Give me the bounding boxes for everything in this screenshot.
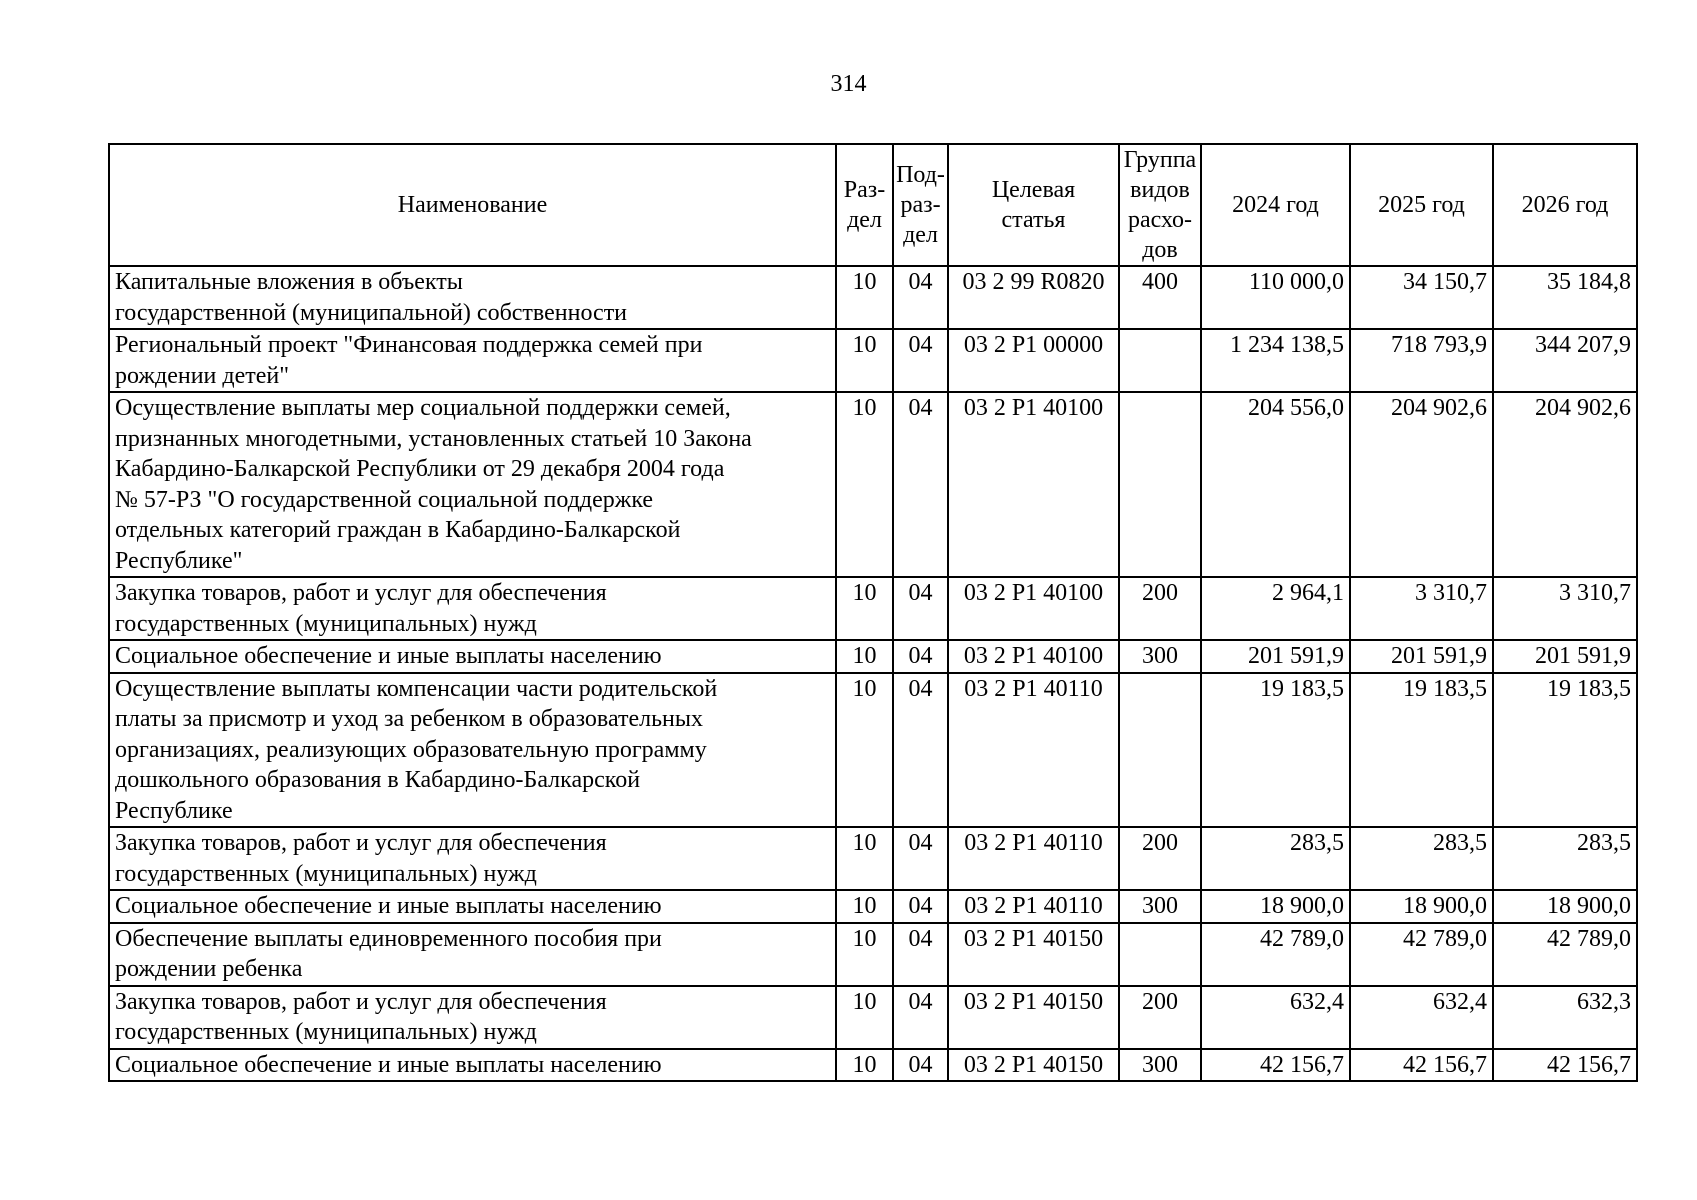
cell-celevaya-statya: 03 2 P1 40110 (948, 890, 1119, 923)
cell-podrazdel: 04 (893, 890, 948, 923)
cell-amount-2025: 3 310,7 (1350, 577, 1493, 640)
cell-name-line: дошкольного образования в Кабардино-Балкарской (115, 767, 641, 793)
cell-amount-2026: 204 902,6 (1493, 392, 1637, 577)
cell-celevaya-statya: 03 2 P1 40100 (948, 640, 1119, 673)
cell-name (109, 890, 836, 923)
cell-amount-2026: 283,5 (1493, 827, 1637, 890)
cell-podrazdel: 04 (893, 827, 948, 890)
cell-name-line: государственных (муниципальных) нужд (115, 1019, 537, 1045)
table-row (109, 890, 1637, 923)
cell-gruppa-vidov-rashodov: 300 (1119, 640, 1201, 673)
cell-amount-2026: 18 900,0 (1493, 890, 1637, 923)
header-year-2025 (1350, 144, 1493, 266)
cell-amount-2024: 42 789,0 (1201, 923, 1350, 986)
cell-name-line: признанных многодетными, установленных статьей 10 Закона (115, 425, 752, 452)
cell-gruppa-vidov-rashodov: 200 (1119, 986, 1201, 1049)
cell-celevaya-statya: 03 2 99 R0820 (948, 266, 1119, 329)
header-line: дел (903, 222, 938, 248)
cell-podrazdel: 04 (893, 329, 948, 392)
header-year-2024 (1201, 144, 1350, 266)
cell-name-line: платы за присмотр и уход за ребенком в образовательных (115, 706, 703, 732)
cell-amount-2024: 204 556,0 (1201, 392, 1350, 577)
cell-podrazdel: 04 (893, 577, 948, 640)
cell-amount-2025: 283,5 (1350, 827, 1493, 890)
header-gruppa-vidov-rashodov (1119, 144, 1201, 266)
header-line: Под- (896, 162, 945, 188)
cell-name-line: Капитальные вложения в объекты (115, 269, 463, 295)
cell-podrazdel: 04 (893, 392, 948, 577)
cell-amount-2024: 2 964,1 (1201, 577, 1350, 640)
cell-name (109, 827, 836, 890)
cell-name (109, 923, 836, 986)
cell-name-line: Обеспечение выплаты единовременного пособия при (115, 925, 662, 952)
cell-name-line: государственных (муниципальных) нужд (115, 610, 537, 637)
cell-amount-2025: 42 156,7 (1350, 1049, 1493, 1082)
cell-amount-2025: 718 793,9 (1350, 329, 1493, 392)
header-podrazdel (893, 144, 948, 266)
header-line: 2026 год (1521, 192, 1609, 218)
header-line: Группа (1123, 147, 1197, 173)
cell-name-line: Социальное обеспечение и иные выплаты населению (115, 1051, 662, 1078)
cell-amount-2026: 19 183,5 (1493, 673, 1637, 828)
cell-amount-2026: 35 184,8 (1493, 266, 1637, 329)
cell-amount-2024: 19 183,5 (1201, 673, 1350, 828)
table-row (109, 1049, 1637, 1082)
table-row (109, 673, 1637, 828)
cell-amount-2024: 1 234 138,5 (1201, 329, 1350, 392)
cell-name-line: Закупка товаров, работ и услуг для обеспечения (115, 988, 607, 1015)
cell-name-line: Региональный проект "Финансовая поддержка семей при (115, 332, 703, 358)
cell-name-line: Республике" (115, 547, 243, 574)
cell-name-line: рождении ребенка (115, 956, 303, 982)
cell-amount-2026: 201 591,9 (1493, 640, 1637, 673)
cell-amount-2026: 632,3 (1493, 986, 1637, 1049)
cell-name-line: Осуществление выплаты компенсации части родительской (115, 675, 718, 702)
cell-name-line: Социальное обеспечение и иные выплаты населению (115, 643, 662, 669)
cell-razdel: 10 (836, 392, 893, 577)
cell-name-line: Осуществление выплаты мер социальной поддержки семей, (115, 395, 731, 421)
cell-amount-2026: 344 207,9 (1493, 329, 1637, 392)
cell-amount-2025: 204 902,6 (1350, 392, 1493, 577)
cell-amount-2025: 34 150,7 (1350, 266, 1493, 329)
cell-podrazdel: 04 (893, 1049, 948, 1082)
cell-amount-2024: 283,5 (1201, 827, 1350, 890)
cell-celevaya-statya: 03 2 P1 40150 (948, 986, 1119, 1049)
header-line: статья (1001, 207, 1066, 233)
header-line: дов (1142, 237, 1178, 263)
header-line: видов (1130, 177, 1190, 203)
cell-amount-2024: 42 156,7 (1201, 1049, 1350, 1082)
cell-amount-2024: 632,4 (1201, 986, 1350, 1049)
table-row (109, 392, 1637, 577)
cell-celevaya-statya: 03 2 P1 40110 (948, 673, 1119, 828)
cell-amount-2026: 42 156,7 (1493, 1049, 1637, 1082)
table-row (109, 986, 1637, 1049)
cell-name (109, 329, 836, 392)
cell-gruppa-vidov-rashodov: 200 (1119, 827, 1201, 890)
table-row (109, 266, 1637, 329)
table-row (109, 827, 1637, 890)
cell-name (109, 577, 836, 640)
cell-podrazdel: 04 (893, 640, 948, 673)
cell-name-line: рождении детей" (115, 362, 290, 389)
cell-gruppa-vidov-rashodov: 400 (1119, 266, 1201, 329)
cell-name-line: государственных (муниципальных) нужд (115, 860, 537, 887)
cell-name (109, 266, 836, 329)
cell-amount-2025: 19 183,5 (1350, 673, 1493, 828)
cell-amount-2025: 201 591,9 (1350, 640, 1493, 673)
cell-celevaya-statya: 03 2 P1 40110 (948, 827, 1119, 890)
header-razdel (836, 144, 893, 266)
table-body (109, 266, 1637, 1081)
cell-podrazdel: 04 (893, 266, 948, 329)
cell-razdel: 10 (836, 1049, 893, 1082)
cell-name (109, 392, 836, 577)
cell-razdel: 10 (836, 577, 893, 640)
cell-celevaya-statya: 03 2 P1 40100 (948, 577, 1119, 640)
cell-gruppa-vidov-rashodov: 300 (1119, 890, 1201, 923)
table-row (109, 640, 1637, 673)
cell-razdel: 10 (836, 266, 893, 329)
cell-gruppa-vidov-rashodov: 300 (1119, 1049, 1201, 1082)
cell-name (109, 1049, 836, 1082)
cell-amount-2025: 42 789,0 (1350, 923, 1493, 986)
cell-name (109, 986, 836, 1049)
cell-amount-2024: 110 000,0 (1201, 266, 1350, 329)
header-line: раз- (900, 192, 941, 218)
table-header-row (109, 144, 1637, 266)
cell-razdel: 10 (836, 986, 893, 1049)
header-line: Наименование (397, 192, 548, 218)
cell-name-line: Республике (115, 797, 233, 824)
header-line: Раз- (843, 177, 886, 203)
cell-podrazdel: 04 (893, 986, 948, 1049)
cell-gruppa-vidov-rashodov: 200 (1119, 577, 1201, 640)
header-line: расхо- (1127, 207, 1193, 233)
cell-gruppa-vidov-rashodov (1119, 923, 1201, 986)
header-line: 2024 год (1232, 192, 1319, 218)
cell-razdel: 10 (836, 890, 893, 923)
cell-name-line: Закупка товаров, работ и услуг для обеспечения (115, 580, 607, 606)
cell-name-line: Социальное обеспечение и иные выплаты населению (115, 893, 662, 919)
header-line: 2025 год (1378, 192, 1465, 218)
cell-name (109, 640, 836, 673)
cell-amount-2024: 201 591,9 (1201, 640, 1350, 673)
cell-amount-2026: 42 789,0 (1493, 923, 1637, 986)
cell-razdel: 10 (836, 673, 893, 828)
cell-celevaya-statya: 03 2 P1 40150 (948, 1049, 1119, 1082)
cell-name-line: организациях, реализующих образовательную программу (115, 736, 707, 763)
cell-name-line: государственной (муниципальной) собственности (115, 299, 628, 326)
cell-amount-2025: 18 900,0 (1350, 890, 1493, 923)
table-row (109, 577, 1637, 640)
cell-podrazdel: 04 (893, 673, 948, 828)
cell-razdel: 10 (836, 923, 893, 986)
cell-gruppa-vidov-rashodov (1119, 673, 1201, 828)
table-row (109, 923, 1637, 986)
cell-name-line: Кабардино-Балкарской Республики от 29 декабря 2004 года (115, 456, 725, 482)
cell-celevaya-statya: 03 2 P1 00000 (948, 329, 1119, 392)
cell-celevaya-statya: 03 2 P1 40150 (948, 923, 1119, 986)
header-year-2026 (1493, 144, 1637, 266)
table-row (109, 329, 1637, 392)
header-name (109, 144, 836, 266)
cell-amount-2025: 632,4 (1350, 986, 1493, 1049)
cell-razdel: 10 (836, 329, 893, 392)
cell-celevaya-statya: 03 2 P1 40100 (948, 392, 1119, 577)
cell-name (109, 673, 836, 828)
cell-amount-2026: 3 310,7 (1493, 577, 1637, 640)
cell-gruppa-vidov-rashodov (1119, 329, 1201, 392)
cell-name-line: № 57-РЗ "О государственной социальной поддержке (115, 486, 654, 513)
cell-name-line: отдельных категорий граждан в Кабардино-Балкарской (115, 517, 681, 543)
cell-podrazdel: 04 (893, 923, 948, 986)
cell-amount-2024: 18 900,0 (1201, 890, 1350, 923)
header-celevaya-statya (948, 144, 1119, 266)
cell-name-line: Закупка товаров, работ и услуг для обеспечения (115, 830, 607, 856)
cell-razdel: 10 (836, 827, 893, 890)
header-line: дел (847, 207, 882, 233)
budget-table (108, 143, 1638, 1082)
page-number: 314 (830, 71, 867, 97)
cell-gruppa-vidov-rashodov (1119, 392, 1201, 577)
cell-razdel: 10 (836, 640, 893, 673)
header-line: Целевая (991, 177, 1076, 203)
